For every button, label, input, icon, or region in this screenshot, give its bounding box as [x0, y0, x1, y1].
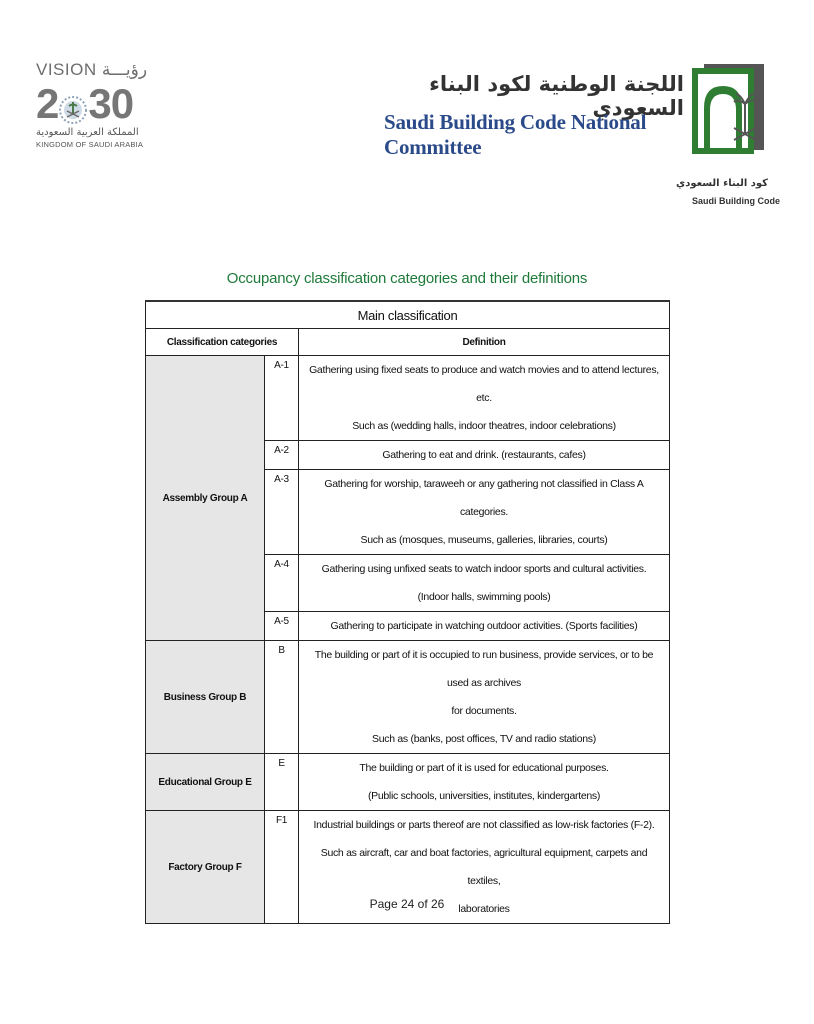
- vision-wordmark: [36, 60, 148, 80]
- definition-line: Gathering to participate in watching outdoor activities. (Sports facilities): [330, 620, 638, 632]
- definition-line: laboratories: [458, 903, 510, 915]
- definition-line: Gathering using unfixed seats to watch indoor sports and cultural activities.: [321, 563, 647, 575]
- definition-line: The building or part of it is occupied to run business, provide services, or to be used as archives: [314, 649, 654, 689]
- vision-year: [36, 82, 148, 126]
- class-code: A-4: [265, 555, 299, 612]
- definition-line: Such as (banks, post offices, TV and radio stations): [372, 733, 596, 745]
- document-title: Occupancy classification categories and their definitions: [226, 270, 588, 287]
- vision-word-arabic: رؤيـــة: [101, 60, 148, 80]
- classification-categories-header: Classification categories: [146, 329, 299, 356]
- occupancy-classification-table: [145, 300, 670, 924]
- definition-line: (Indoor halls, swimming pools): [417, 591, 551, 603]
- class-code: E: [265, 754, 299, 811]
- group-name-assembly: Assembly Group A: [146, 356, 265, 641]
- vision-2030-logo: [36, 60, 148, 164]
- class-code: A-2: [265, 441, 299, 470]
- page-number: Page 24 of 26: [369, 897, 445, 911]
- definition-line: (Public schools, universities, institutes, kindergartens): [367, 790, 601, 802]
- sbc-name-english: Saudi Building Code National Committee: [384, 110, 647, 159]
- class-definition: [299, 641, 670, 754]
- definition-line: Industrial buildings or parts thereof are not classified as low-risk factories (F-2).: [313, 819, 655, 831]
- table-row: [146, 754, 670, 811]
- class-definition: [299, 470, 670, 555]
- definition-line: for documents.: [451, 705, 517, 717]
- class-definition: [299, 356, 670, 441]
- table-row: [146, 356, 670, 441]
- sbc-logo-icon: [690, 64, 768, 172]
- class-code: A-3: [265, 470, 299, 555]
- kingdom-name-english: KINGDOM OF SAUDI ARABIA: [36, 140, 144, 149]
- definition-line: Gathering for worship, taraweeh or any gathering not classified in Class A categories.: [324, 478, 644, 518]
- class-definition: [299, 555, 670, 612]
- class-code: A-1: [265, 356, 299, 441]
- vision-word: VISION: [36, 60, 97, 79]
- class-code: B: [265, 641, 299, 754]
- vision-year-left: 2: [36, 80, 59, 127]
- sbc-name-arabic: اللجنة الوطنية لكود البناء السعودي: [429, 72, 684, 120]
- definition-line: Such as aircraft, car and boat factories, agricultural equipment, carpets and textiles,: [320, 847, 648, 887]
- group-name-business: Business Group B: [146, 641, 265, 754]
- definition-line: Such as (mosques, museums, galleries, libraries, courts): [360, 534, 608, 546]
- definition-line: Such as (wedding halls, indoor theatres, indoor celebrations): [352, 420, 616, 432]
- saudi-emblem-icon: [58, 89, 88, 119]
- definition-header: Definition: [299, 329, 670, 356]
- vision-year-right: 30: [88, 80, 134, 127]
- class-definition: [299, 754, 670, 811]
- group-name-factory: Factory Group F: [146, 811, 265, 924]
- class-code: A-5: [265, 612, 299, 641]
- definition-line: Gathering using fixed seats to produce and watch movies and to attend lectures, etc.: [309, 364, 659, 404]
- definition-line: Gathering to eat and drink. (restaurants, cafes): [382, 449, 586, 461]
- table-row: [146, 641, 670, 754]
- class-definition: [299, 441, 670, 470]
- group-name-educational: Educational Group E: [146, 754, 265, 811]
- kingdom-name-arabic: المملكة العربية السعودية: [36, 127, 139, 138]
- sbc-small-name-english: Saudi Building Code: [692, 196, 780, 206]
- definition-line: The building or part of it is used for educational purposes.: [359, 762, 609, 774]
- main-classification-header: Main classification: [146, 301, 670, 329]
- sbc-small-name-arabic: كود البناء السعودي: [676, 178, 768, 189]
- class-code: F1: [265, 811, 299, 924]
- class-definition: [299, 612, 670, 641]
